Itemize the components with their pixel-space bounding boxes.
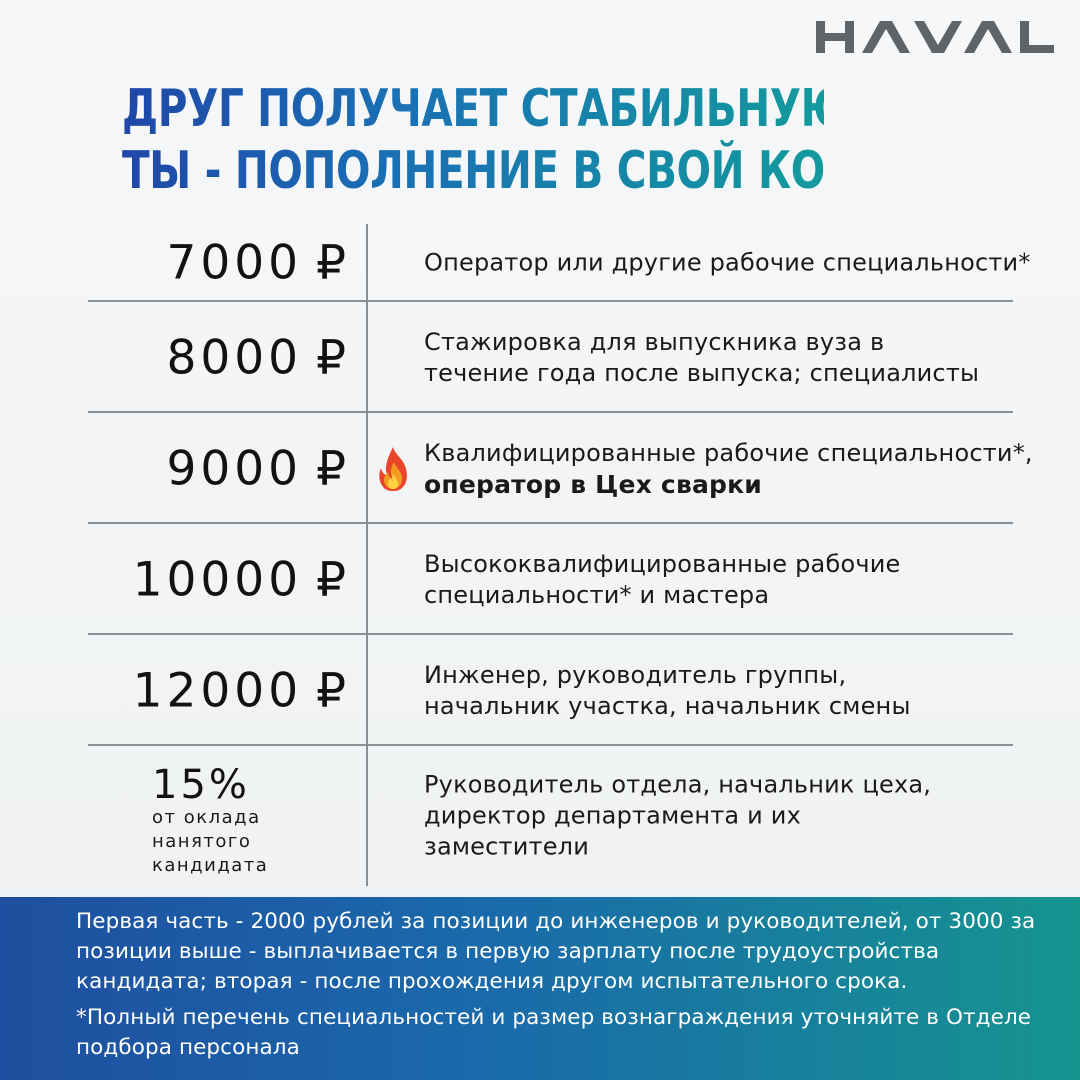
title-line-2: ТЫ - ПОПОЛНЕНИЕ В СВОЙ КОШЕЛЕК — [122, 141, 996, 201]
reward-row — [0, 302, 1080, 413]
reward-amount: 10000 ₽ — [132, 552, 350, 607]
position-description: Стажировка для выпускника вуза в течение года после выпуска; специалисты — [424, 327, 980, 387]
reward-amount: 9000 ₽ — [166, 441, 350, 496]
fire-icon — [372, 445, 414, 493]
percent-value: 15% — [152, 762, 250, 808]
footer-text — [76, 907, 1036, 1063]
reward-amount: 12000 ₽ — [132, 663, 350, 718]
position-description: Руководитель отдела, начальник цеха, директор департамента и их заместители — [424, 770, 932, 861]
highlighted-position: оператор в Цех сварки — [424, 469, 763, 499]
reward-row — [0, 413, 1080, 524]
reward-amount: 8000 ₽ — [166, 330, 350, 385]
page-title — [122, 78, 1060, 202]
position-description: Высококвалифицированные рабочие специальности* и мастера — [424, 549, 901, 609]
reward-row — [0, 635, 1080, 746]
position-description: Квалифицированные рабочие специальности*, оператор в Цех сварки — [424, 438, 1044, 500]
percent-reward — [152, 764, 268, 878]
footer-banner — [0, 897, 1080, 1080]
percent-note: от оклада — [152, 807, 261, 828]
title-line-1: ДРУГ ПОЛУЧАЕТ СТАБИЛЬНУЮ РАБОТУ, — [122, 79, 1060, 139]
position-description: Инженер, руководитель группы, начальник участка, начальник смены — [424, 660, 911, 720]
reward-row — [0, 224, 1080, 302]
reward-row — [0, 524, 1080, 635]
percent-note: кандидата — [152, 855, 269, 876]
percent-note: нанятого — [152, 831, 252, 852]
payment-terms-note: Первая часть - 2000 рублей за позиции до инженеров и руководителей, от 3000 за позиции выше - выплачивается в первую зарплату после трудоустройства кандидата; вторая - после прохождения другом испытательного срока. — [76, 909, 1036, 994]
reward-row — [0, 746, 1080, 886]
position-description: Оператор или другие рабочие специальности* — [424, 248, 1031, 277]
haval-logo — [816, 18, 1056, 56]
reward-amount: 7000 ₽ — [166, 235, 350, 291]
specialties-note: *Полный перечень специальностей и размер вознаграждения уточняйте в Отделе подбора персонала — [76, 1005, 1032, 1060]
